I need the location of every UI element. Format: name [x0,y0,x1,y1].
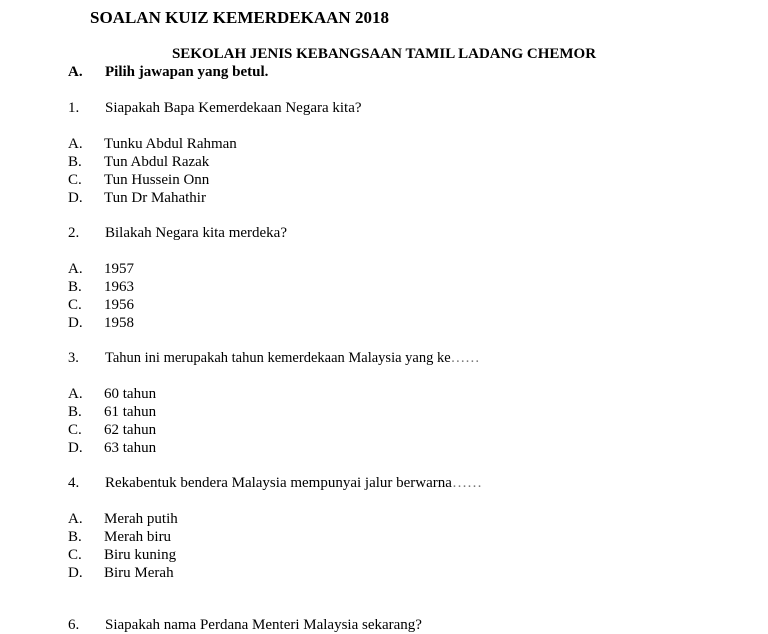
option-letter: A. [68,136,83,152]
option-text: 1958 [104,315,134,331]
option-letter: D. [68,190,83,206]
question-number: 3. [68,350,79,366]
school-name: SEKOLAH JENIS KEBANGSAAN TAMIL LADANG CHEMOR [171,46,597,62]
option-d [68,439,156,457]
option-text: Tun Hussein Onn [104,172,210,188]
option-text: 62 tahun [104,422,157,438]
option-text: Tun Abdul Razak [104,154,210,170]
question-text: Siapakah nama Perdana Menteri Malaysia sekarang? [105,617,422,633]
option-a [68,135,237,153]
question-number: 2. [68,225,80,241]
question-1-options [68,135,237,207]
option-text: 63 tahun [104,440,157,456]
option-letter: B. [68,529,82,545]
option-c [68,171,237,189]
question-3 [68,350,480,367]
section-heading [68,64,268,81]
option-letter: D. [68,440,83,456]
section-letter: A. [68,64,83,80]
option-text: 61 tahun [104,404,157,420]
question-text: Bilakah Negara kita merdeka? [105,225,287,241]
option-letter: C. [68,172,82,188]
question-2 [68,225,287,242]
question-3-options [68,385,156,457]
option-text: 1956 [104,297,134,313]
option-text: Merah biru [104,529,172,545]
option-a [68,510,178,528]
option-d [68,189,237,207]
option-letter: A. [68,386,83,402]
option-d [68,564,178,582]
option-d [68,314,134,332]
option-c [68,546,178,564]
question-1 [68,100,362,117]
question-text: Siapakah Bapa Kemerdekaan Negara kita? [105,100,362,116]
option-letter: B. [68,154,82,170]
option-text: Tun Dr Mahathir [104,190,206,206]
option-c [68,421,156,439]
question-text: Tahun ini merupakah tahun kemerdekaan Malaysia yang ke [105,350,451,366]
question-6 [68,617,422,634]
option-text: Merah putih [104,511,178,527]
section-instruction: Pilih jawapan yang betul. [105,64,269,80]
option-b [68,278,134,296]
option-letter: D. [68,315,83,331]
question-4 [68,475,482,492]
option-text: 1957 [104,261,134,277]
option-a [68,260,134,278]
option-text: Biru kuning [104,547,177,563]
question-number: 1. [68,100,80,116]
option-text: Tunku Abdul Rahman [104,136,237,152]
option-b [68,153,237,171]
option-letter: A. [68,511,83,527]
option-text: Biru Merah [104,565,174,581]
document-title: SOALAN KUIZ KEMERDEKAAN 2018 [90,8,389,27]
option-letter: D. [68,565,83,581]
question-text: Rekabentuk bendera Malaysia mempunyai jalur berwarna [105,475,452,491]
option-letter: A. [68,261,83,277]
option-letter: C. [68,547,82,563]
option-b [68,528,178,546]
option-letter: B. [68,404,82,420]
option-c [68,296,134,314]
option-a [68,385,156,403]
option-letter: C. [68,297,82,313]
option-text: 60 tahun [104,386,157,402]
option-text: 1963 [104,279,134,295]
question-dots: …… [451,475,482,491]
question-number: 6. [68,617,80,633]
option-letter: B. [68,279,82,295]
question-2-options [68,260,134,332]
question-4-options [68,510,178,582]
question-dots: …… [450,350,480,366]
question-number: 4. [68,475,80,491]
option-b [68,403,156,421]
option-letter: C. [68,422,82,438]
